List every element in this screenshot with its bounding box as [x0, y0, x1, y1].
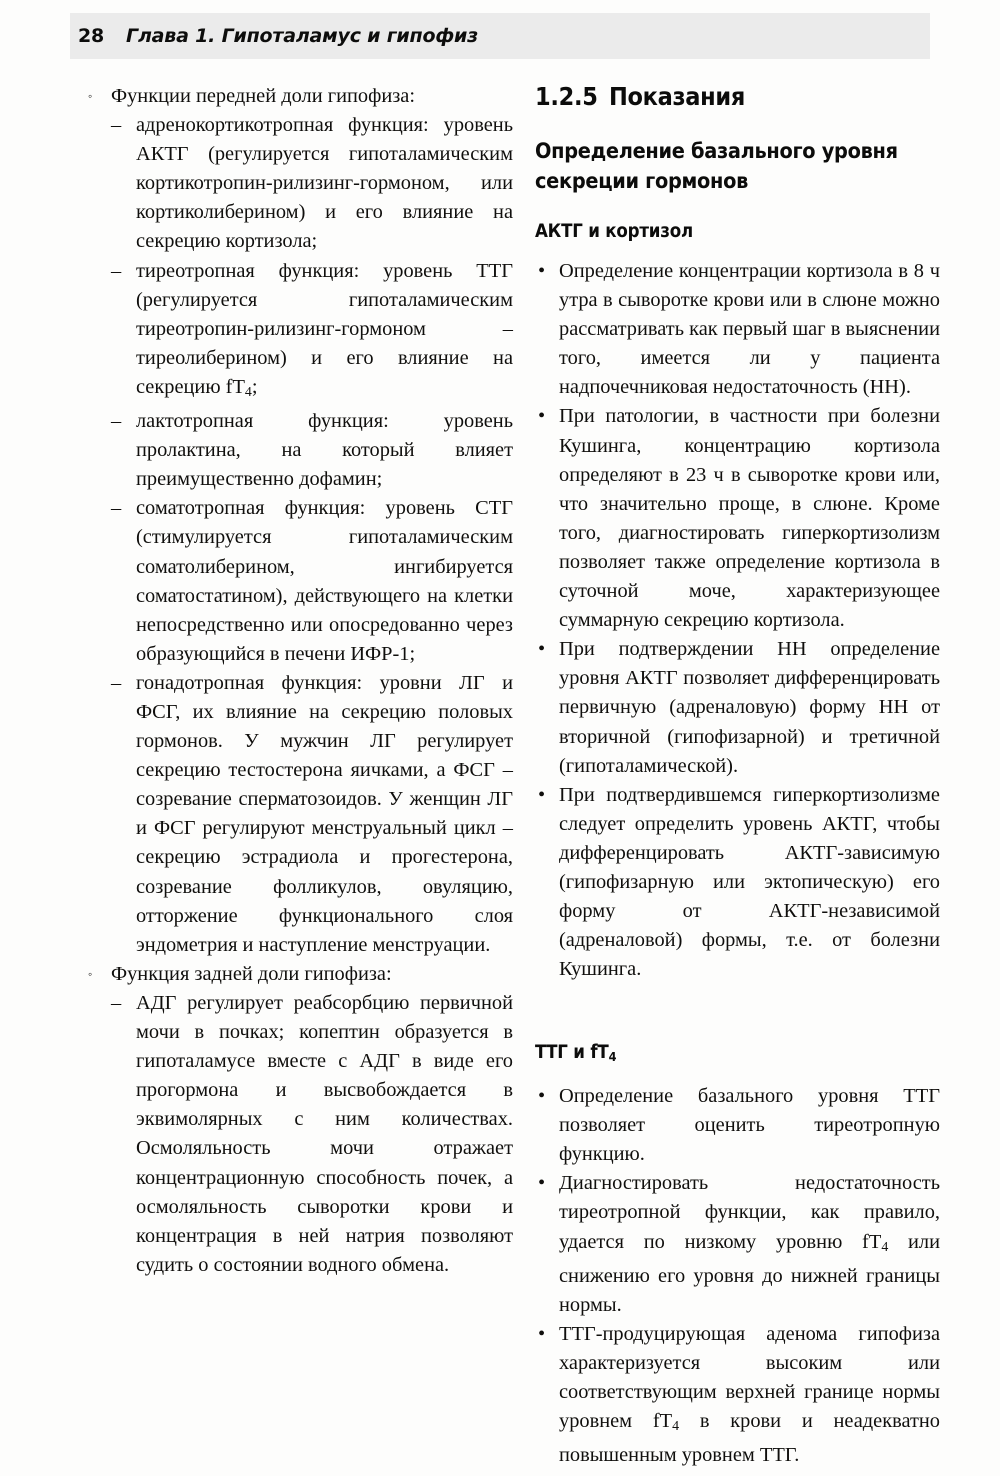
list-item-level2 — [111, 669, 513, 960]
dot-bullet-icon: • — [538, 260, 546, 282]
list-item-level1 — [88, 82, 513, 111]
list-item-level2 — [111, 257, 513, 408]
bullet-list-item — [535, 257, 940, 402]
sublist — [88, 989, 513, 1280]
subsection-heading: Определение базального уровня секреции гормонов — [535, 139, 898, 194]
bullet-list-item — [535, 781, 940, 985]
bullet-list-item — [535, 402, 940, 635]
bullet-text: ТТГ-продуцирующая аденома гипофиза характеризуется высоким или соответствующим верхней границе нормы уровнем $fT_4$ в крови и неадекватно повышенным уровнем ТТГ. — [559, 1322, 940, 1467]
list-item-level2 — [111, 407, 513, 494]
dot-bullet-icon: • — [538, 1172, 546, 1195]
section-title: Показания — [609, 82, 746, 111]
bullet-list-item — [535, 1082, 940, 1169]
bullet-text: При подтверждении НН определение уровня АКТГ позволяет дифференцировать первичную (адреналовую) форму НН от вторичной (гипофизарной) и третичной (гипоталамической). — [559, 638, 940, 777]
list-item-level2 — [111, 494, 513, 669]
right-column — [535, 82, 940, 1470]
list-item-text: соматотропная функция: уровень СТГ (стимулируется гипоталамическим соматолиберином, ингибируется соматостатином), действующего на клетки непосредственно или опосредованно через образующийся в печени ИФР-1; — [136, 497, 513, 665]
dash-bullet-icon: – — [111, 114, 122, 137]
dash-bullet-icon: – — [111, 497, 122, 520]
body-columns — [0, 82, 1000, 1467]
page-number: 28 — [78, 25, 105, 47]
list-item-level2 — [111, 111, 513, 256]
bullet-list — [535, 257, 940, 984]
list-item-text: гонадотропная функция: уровни ЛГ и ФСГ, их влияние на секрецию половых гормонов. У мужчин ЛГ регулирует секрецию тестостерона яичками, а ФСГ – созревание сперматозоидов. У женщин ЛГ и ФСГ регулируют менструальный цикл – секрецию эстрадиола и прогестерона, созревание фолликулов, овуляцию, отторжение функционального слоя эндометрия и наступление менструации. — [136, 671, 513, 956]
block-heading: АКТГ и кортизол — [535, 221, 693, 242]
bullet-text: Диагностировать недостаточность тиреотропной функции, как правило, удается по низкому уровню $fT_4$ или снижению его уровня до нижней границы нормы. — [559, 1172, 940, 1316]
section-heading — [535, 82, 940, 111]
left-column-list — [88, 82, 513, 1280]
chapter-title: Глава 1. Гипоталамус и гипофиз — [126, 25, 478, 47]
dash-bullet-icon: – — [111, 259, 122, 282]
section-number: 1.2.5 — [535, 82, 598, 111]
running-header — [78, 20, 938, 52]
dot-bullet-icon: • — [538, 1085, 546, 1108]
right-column-blocks — [535, 219, 940, 1470]
bullet-text: При патологии, в частности при болезни Кушинга, концентрацию кортизола определяют в 23 ч в сыворотке крови или, что значительно проще, в слюне. Кроме того, диагностировать гиперкортизолизм позволяет также определение кортизола в суточной моче, характеризующее суммарную секрецию кортизола. — [559, 405, 940, 632]
dash-bullet-icon: – — [111, 991, 122, 1014]
list-item-text: тиреотропная функция: уровень ТТГ (регулируется гипоталамическим тиреотропин-рилизинг-гормоном – тиреолиберином) и его влияние на секрецию $fT_4$; — [136, 259, 513, 400]
bullet-text: Определение базального уровня ТТГ позволяет оценить тиреотропную функцию. — [559, 1085, 940, 1166]
circle-bullet-icon: ◦ — [88, 966, 93, 981]
list-item-level1 — [88, 960, 513, 989]
dot-bullet-icon: • — [538, 638, 546, 661]
bullet-list — [535, 1082, 940, 1470]
dot-bullet-icon: • — [538, 1322, 546, 1345]
list-item-text: лактотропная функция: уровень пролактина, на который влияет преимущественно дофамин; — [136, 410, 513, 491]
dot-bullet-icon: • — [538, 783, 546, 806]
bullet-list-item — [535, 635, 940, 780]
left-column — [88, 82, 513, 1280]
bullet-text: При подтвердившемся гиперкортизолизме следует определить уровень АКТГ, чтобы дифференцировать АКТГ-зависимую (гипофизарную или эктопическую) его форму от АКТГ-независимой (адреналовой) формы, т.е. от болезни Кушинга. — [559, 783, 940, 981]
list-item-label: Функции передней доли гипофиза: — [111, 85, 416, 107]
bullet-text: Определение концентрации кортизола в 8 ч утра в сыворотке крови или в слюне можно рассматривать как первый шаг в выяснении того, имеется ли у пациента надпочечниковая недостаточность (НН). — [559, 260, 940, 399]
bullet-list-item — [535, 1320, 940, 1471]
list-item-label: Функция задней доли гипофиза: — [111, 962, 392, 985]
block-heading: ТТГ и $fT_4$ — [535, 1042, 617, 1065]
list-item-text: адренокортикотропная функция: уровень АКТГ (регулируется гипоталамическим кортикотропин-рилизинг-гормоном, или кортиколиберином) и его влияние на секрецию кортизола; — [136, 114, 513, 253]
dash-bullet-icon: – — [111, 410, 122, 433]
dot-bullet-icon: • — [538, 405, 546, 428]
dash-bullet-icon: – — [111, 671, 122, 694]
sublist — [88, 111, 513, 960]
list-item-text: АДГ регулирует реабсорбцию первичной мочи в почках; копептин образуется в гипоталамусе вместе с АДГ в виде его прогормона и высвобождается в эквимолярных с ним количествах. Осмоляльность мочи отражает концентрационную способность почек, а осмоляльность сыворотки крови и концентрация в ней натрия позволяют судить о состоянии водного обмена. — [136, 991, 513, 1276]
bullet-list-item — [535, 1169, 940, 1320]
list-item-level2 — [111, 989, 513, 1280]
circle-bullet-icon: ◦ — [88, 89, 93, 103]
